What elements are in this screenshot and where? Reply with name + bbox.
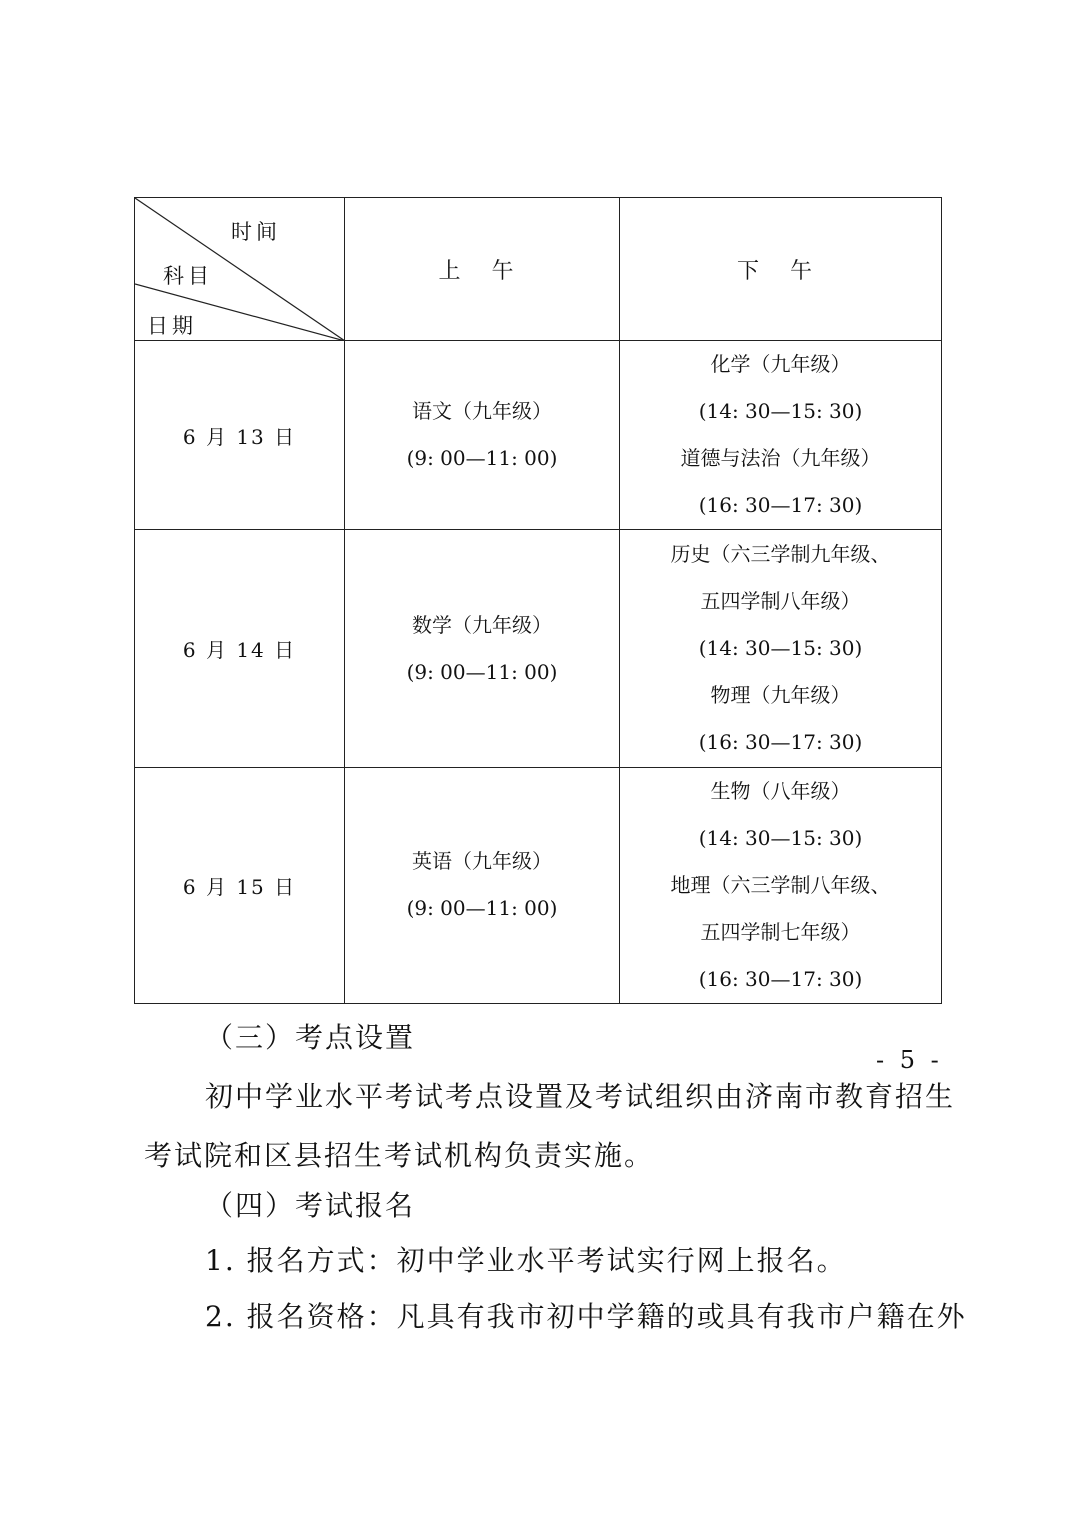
- subject-line: 五四学制七年级）: [700, 919, 861, 944]
- date-cell: 6 月 13 日: [135, 341, 345, 530]
- time-line: (14: 30—15: 30): [698, 399, 863, 424]
- corner-label-date: 日期: [147, 314, 197, 338]
- morning-cell: [345, 767, 620, 1003]
- afternoon-cell: [620, 530, 942, 767]
- date-cell: 6 月 15 日: [135, 767, 345, 1003]
- corner-label-time: 时间: [231, 220, 281, 244]
- section-3-paragraph-line-1: 初中学业水平考试考点设置及考试组织由济南市教育招生: [205, 1080, 956, 1113]
- section-4-item-1: 1. 报名方式：初中学业水平考试实行网上报名。: [205, 1244, 847, 1277]
- subject-line: 物理（九年级）: [710, 683, 851, 708]
- section-3-paragraph-line-2: 考试院和区县招生考试机构负责实施。: [144, 1139, 655, 1172]
- table-row: [135, 341, 942, 530]
- header-morning: 上 午: [345, 198, 620, 341]
- subject-line: 语文（九年级）: [412, 399, 552, 424]
- time-line: (14: 30—15: 30): [698, 825, 863, 850]
- header-afternoon: 下 午: [620, 198, 942, 341]
- section-3-heading: （三）考点设置: [205, 1021, 416, 1054]
- subject-line: 生物（八年级）: [710, 778, 851, 803]
- subject-line: 英语（九年级）: [412, 849, 552, 874]
- afternoon-cell: [620, 767, 942, 1003]
- morning-cell: [345, 530, 620, 767]
- section-4-item-2: 2. 报名资格：凡具有我市初中学籍的或具有我市户籍在外: [205, 1300, 967, 1333]
- time-line: (14: 30—15: 30): [698, 636, 863, 661]
- exam-schedule-table: [134, 197, 942, 1004]
- time-line: (16: 30—17: 30): [698, 730, 863, 755]
- time-line: (16: 30—17: 30): [698, 966, 863, 991]
- section-4-heading: （四）考试报名: [205, 1189, 416, 1222]
- time-line: (9: 00—11: 00): [406, 896, 558, 921]
- subject-line: 数学（九年级）: [412, 612, 552, 637]
- table-row: [135, 530, 942, 767]
- subject-line: 道德与法治（九年级）: [680, 446, 881, 471]
- morning-cell: [345, 341, 620, 530]
- subject-line: 地理（六三学制八年级、: [670, 872, 891, 897]
- subject-line: 化学（九年级）: [710, 352, 851, 377]
- corner-header-cell: [135, 198, 345, 341]
- corner-label-subject: 科目: [163, 264, 213, 288]
- time-line: (16: 30—17: 30): [698, 493, 863, 518]
- page-number: - 5 -: [876, 1046, 943, 1074]
- subject-line: 历史（六三学制九年级、: [670, 542, 891, 567]
- afternoon-cell: [620, 341, 942, 530]
- table-header-row: [135, 198, 942, 341]
- time-line: (9: 00—11: 00): [406, 446, 558, 471]
- subject-line: 五四学制八年级）: [700, 589, 861, 614]
- date-cell: 6 月 14 日: [135, 530, 345, 767]
- time-line: (9: 00—11: 00): [406, 659, 558, 684]
- table-row: [135, 767, 942, 1003]
